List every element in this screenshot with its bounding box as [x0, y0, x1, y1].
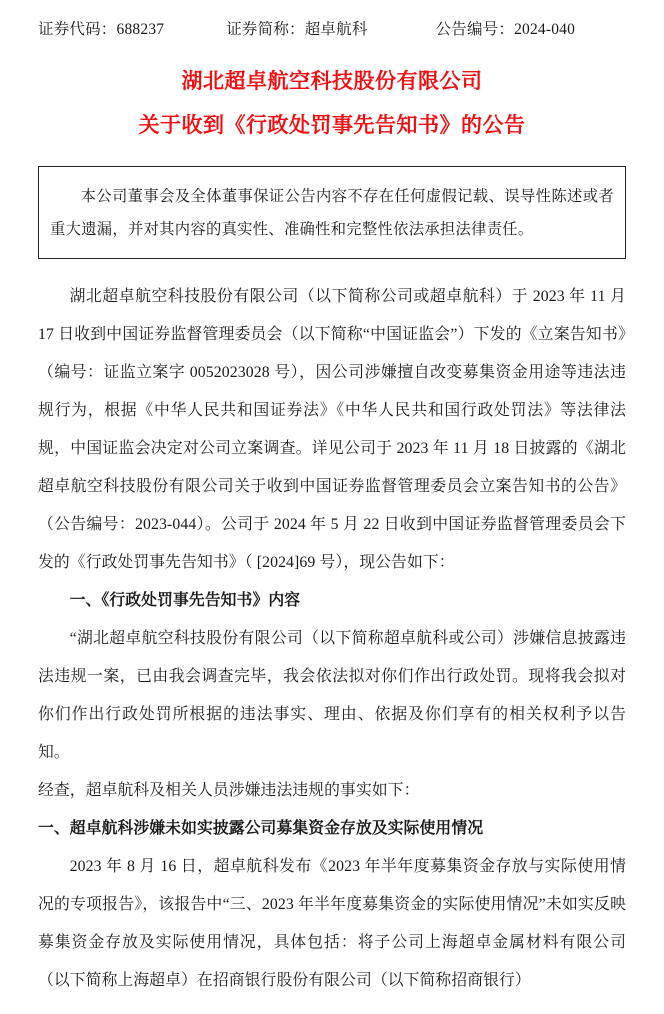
title-subject: 关于收到《行政处罚事先告知书》的公告	[138, 113, 526, 137]
title-company-name: 湖北超卓航空科技股份有限公司	[181, 69, 483, 93]
security-code-label: 证券代码：	[38, 21, 117, 38]
page-title	[38, 63, 626, 144]
announcement-number-label: 公告编号：	[435, 21, 515, 38]
body-paragraph: 经查，超卓航科及相关人员涉嫌违法违规的事实如下：	[38, 782, 420, 799]
document-header	[38, 0, 626, 39]
announcement-number-value: 2024-040	[514, 21, 576, 38]
disclaimer-text: 本公司董事会及全体董事保证公告内容不存在任何虚假记载、误导性陈述或者重大遗漏，并对其内容的真实性、准确性和完整性依法承担法律责任。	[50, 187, 614, 238]
section-heading-1: 一、《行政处罚事先告知书》内容	[69, 592, 301, 609]
announcement-number-cell	[436, 17, 576, 39]
body-paragraph: 2023 年 8 月 16 日，超卓航科发布《2023 年半年度募集资金存放与实际使用情况的专项报告》，该报告中“三、2023 年半年度募集资金的实际使用情况”未如实反映募集资金存放及实际使用情况，具体包括：将子公司上海超卓金属材料有限公司（以下简称上海超卓）在招商银行股份有限公司（以下简称招商银行）	[38, 858, 626, 989]
security-abbreviation-label: 证券简称：	[226, 21, 305, 38]
body-paragraph: “湖北超卓航空科技股份有限公司（以下简称超卓航科或公司）涉嫌信息披露违法违规一案，已由我会调查完毕，我会依法拟对你们作出行政处罚。现将我会拟对你们作出行政处罚所根据的违法事实、理由、依据及你们享有的相关权利予以告知。	[38, 630, 626, 761]
disclaimer-box	[38, 166, 626, 259]
sub-heading-1: 一、超卓航科涉嫌未如实披露公司募集资金存放及实际使用情况	[38, 820, 484, 837]
document-body	[38, 278, 626, 1000]
body-paragraph: 湖北超卓航空科技股份有限公司（以下简称公司或超卓航科）于 2023 年 11 月 17 日收到中国证券监督管理委员会（以下简称“中国证监会”）下发的《立案告知书》（编号：证监立案字 0052023028 号），因公司涉嫌擅自改变募集资金用途等违法违规行为，根据《中华人民共和国证券法》《中华人民共和国行政处罚法》等法律法规，中国证监会决定对公司立案调查。详见公司于 2023 年 11 月 18 日披露的《湖北超卓航空科技股份有限公司关于收到中国证券监督管理委员会立案告知书的公告》（公告编号：2023-044）。公司于 2024 年 5 月 22 日收到中国证券监督管理委员会下发的《行政处罚事先告知书》（ [2024]69 号），现公告如下：	[38, 288, 626, 571]
security-code-cell	[38, 17, 164, 39]
security-abbreviation-cell	[226, 17, 367, 39]
security-code-value: 688237	[116, 21, 165, 38]
security-abbreviation-value: 超卓航科	[304, 21, 368, 38]
